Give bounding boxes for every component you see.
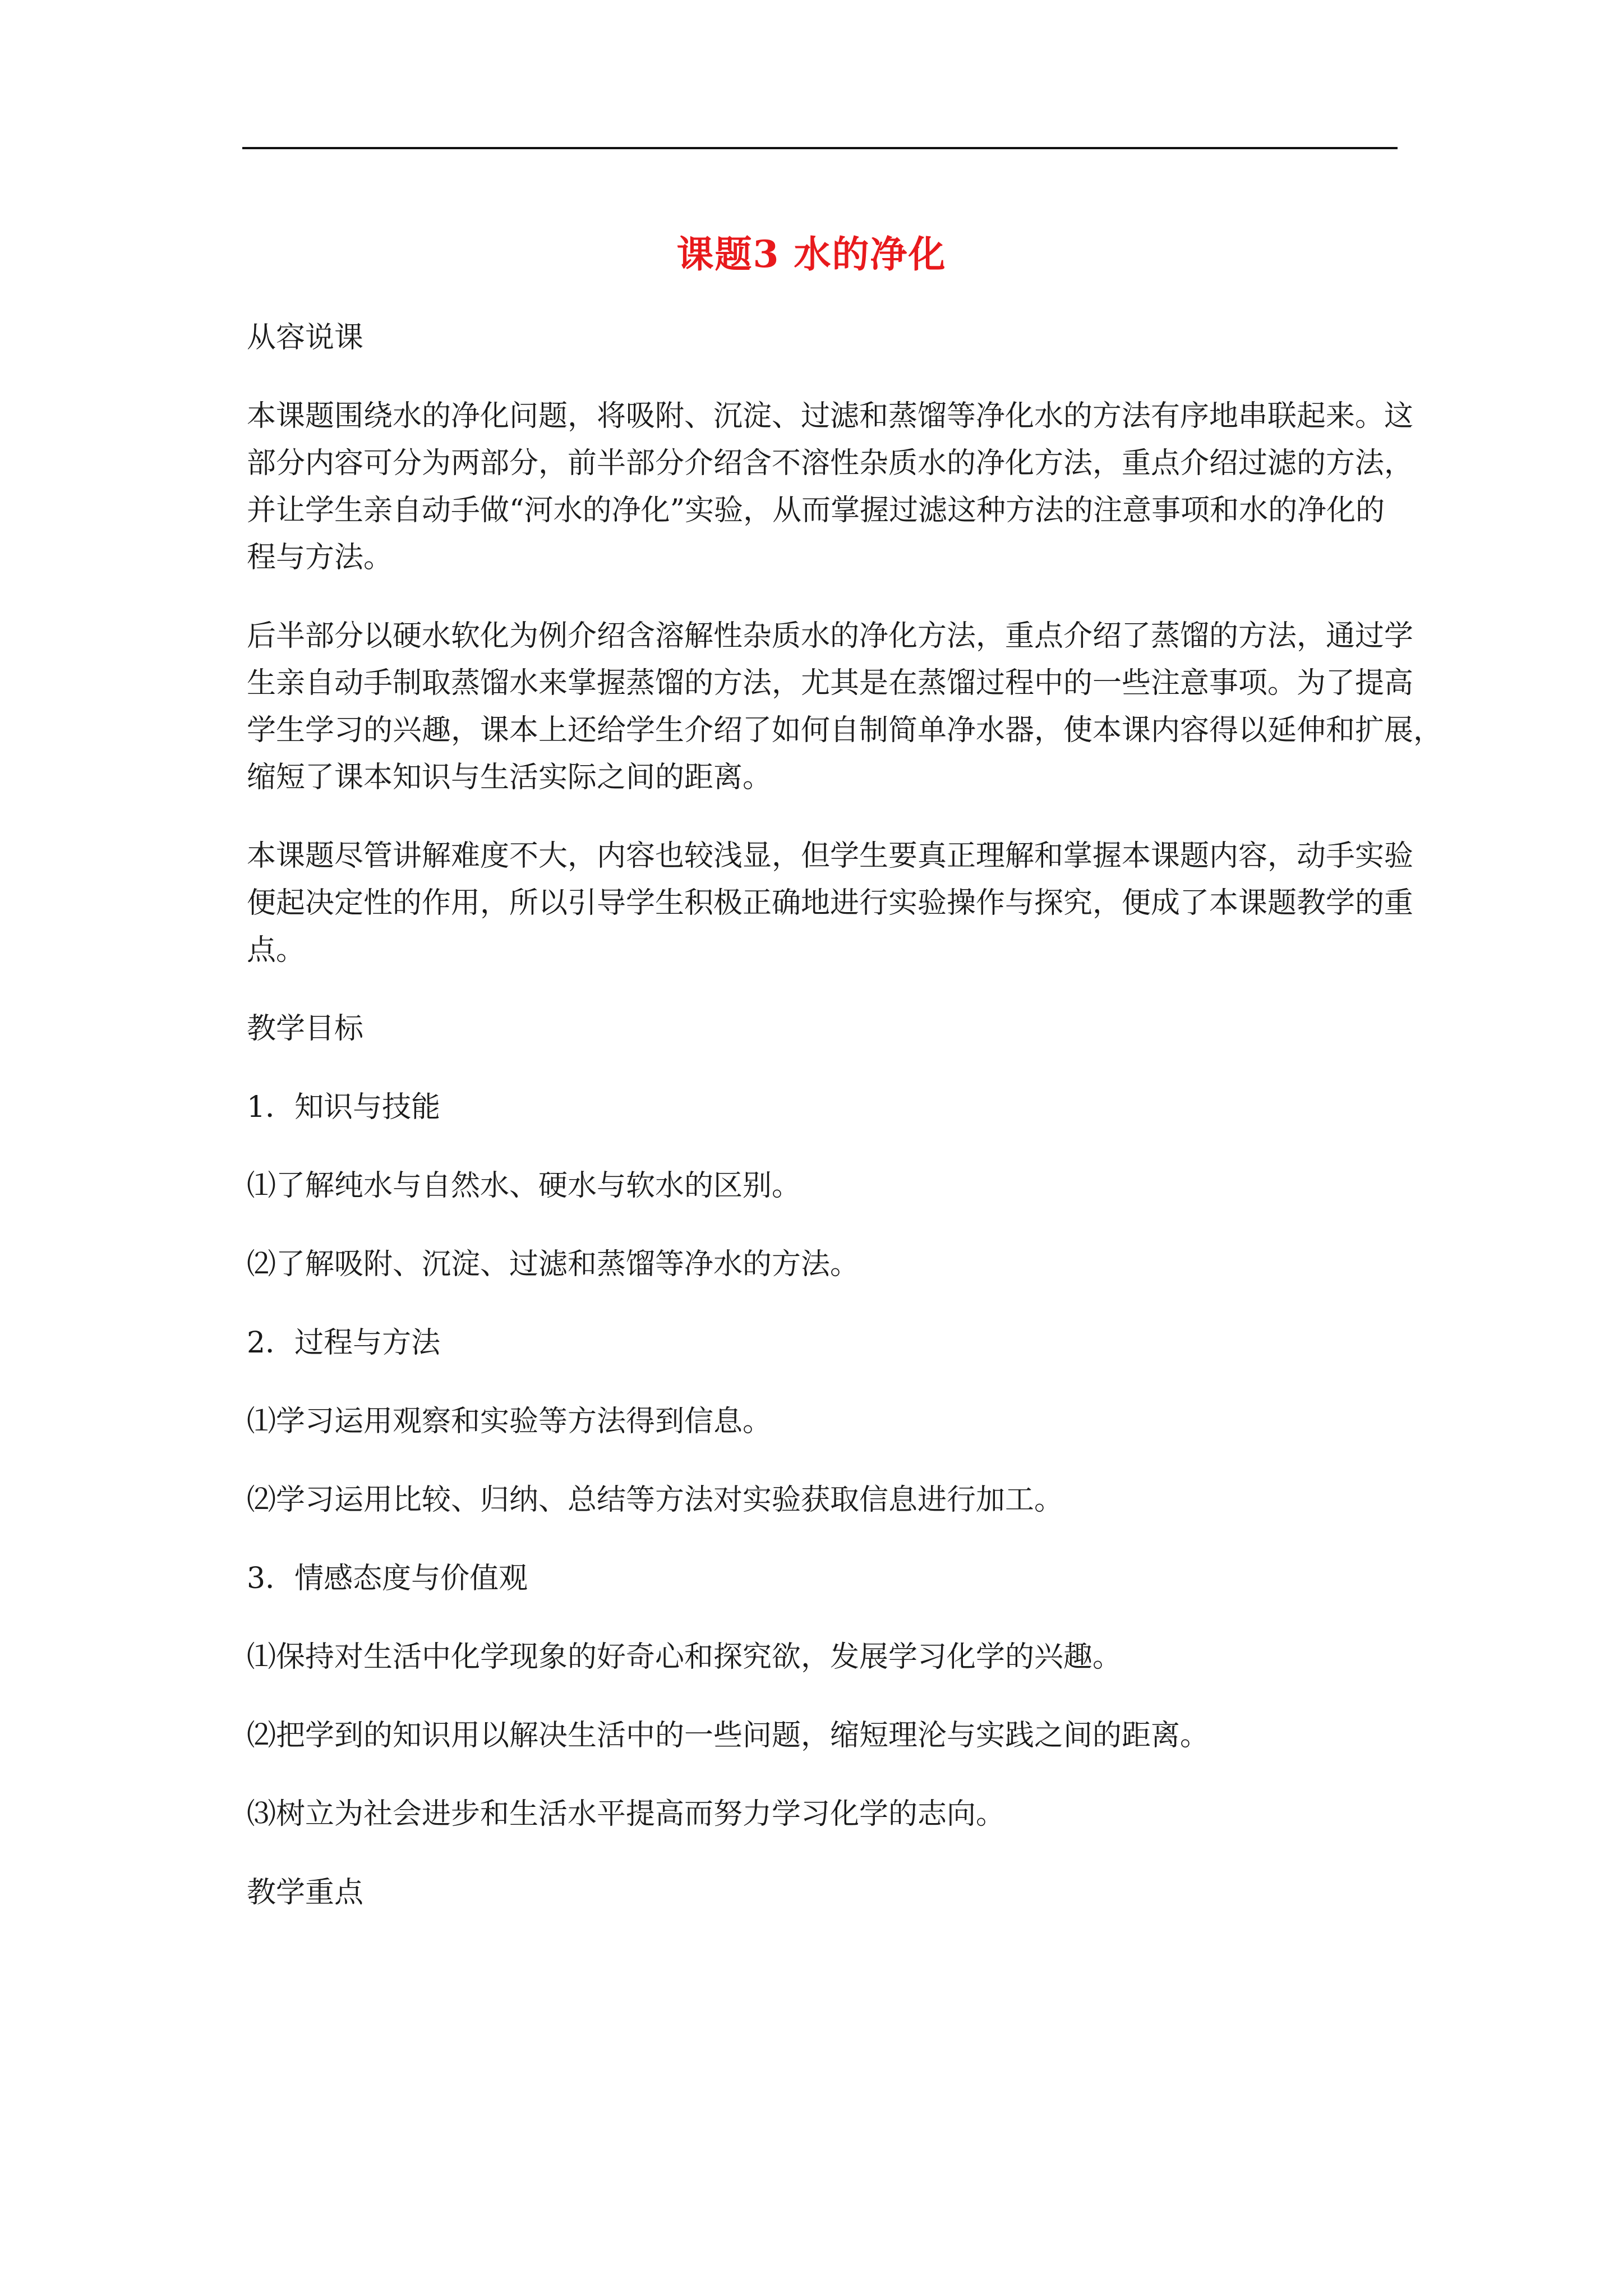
goal-3-title: 3．情感态度与价值观 [247,1562,528,1595]
header-rule [242,147,1398,149]
goal-item: ⑵把学到的知识用以解决生活中的一些问题，缩短理沦与实践之间的距离。 [247,1719,1210,1752]
section-heading-goals: 教学目标 [247,1012,364,1046]
section-heading-intro: 从容说课 [247,321,364,355]
paragraph-2 [247,613,1443,801]
paragraph-3 [247,832,1414,974]
section-heading-key: 教学重点 [247,1876,364,1910]
paragraph-line: 部分内容可分为两部分，前半部分介绍含不溶性杂质水的净化方法，重点介绍过滤的方法， [247,447,1414,480]
goal-item: ⑶树立为社会进步和生活水平提高而努力学习化学的志向。 [247,1797,1006,1831]
paragraph-line: 本课题尽管讲解难度不大，内容也较浅显，但学生要真正理解和掌握本课题内容，动手实验 [247,839,1414,873]
paragraph-line: 生亲自动手制取蒸馏水来掌握蒸馏的方法，尤其是在蒸馏过程中的一些注意事项。为了提高 [247,666,1414,700]
goal-item: ⑴了解纯水与自然水、硬水与软水的区别。 [247,1169,801,1203]
goal-item: ⑵了解吸附、沉淀、过滤和蒸馏等净水的方法。 [247,1248,860,1281]
goal-item: ⑵学习运用比较、归纳、总结等方法对实验获取信息进行加工。 [247,1483,1064,1517]
document-title: 课题3 水的净化 [676,232,947,276]
paragraph-line: 点。 [247,933,306,967]
paragraph-line: 程与方法。 [247,541,393,574]
paragraph-line: 学生学习的兴趣，课本上还给学生介绍了如何自制简单净水器，使本课内容得以延伸和扩展， [247,714,1443,747]
goal-1-title: 1．知识与技能 [247,1091,441,1124]
goal-2-title: 2．过程与方法 [247,1326,441,1360]
paragraph-line: 后半部分以硬水软化为例介绍含溶解性杂质水的净化方法，重点介绍了蒸馏的方法，通过学 [247,619,1414,653]
goal-item: ⑴保持对生活中化学现象的好奇心和探究欲，发展学习化学的兴趣。 [247,1640,1122,1674]
paragraph-line: 并让学生亲自动手做“河水的净化”实验，从而掌握过滤这种方法的注意事项和水的净化的 [247,494,1385,527]
paragraph-line: 本课题围绕水的净化问题，将吸附、沉淀、过滤和蒸馏等净化水的方法有序地串联起来。这 [247,399,1414,433]
paragraph-line: 缩短了课本知识与生活实际之间的距离。 [247,761,772,794]
paragraph-1 [247,393,1414,581]
document-body [247,314,1443,1948]
goal-item: ⑴学习运用观察和实验等方法得到信息。 [247,1405,772,1438]
paragraph-line: 便起决定性的作用，所以引导学生积极正确地进行实验操作与探究，便成了本课题教学的重 [247,886,1414,920]
